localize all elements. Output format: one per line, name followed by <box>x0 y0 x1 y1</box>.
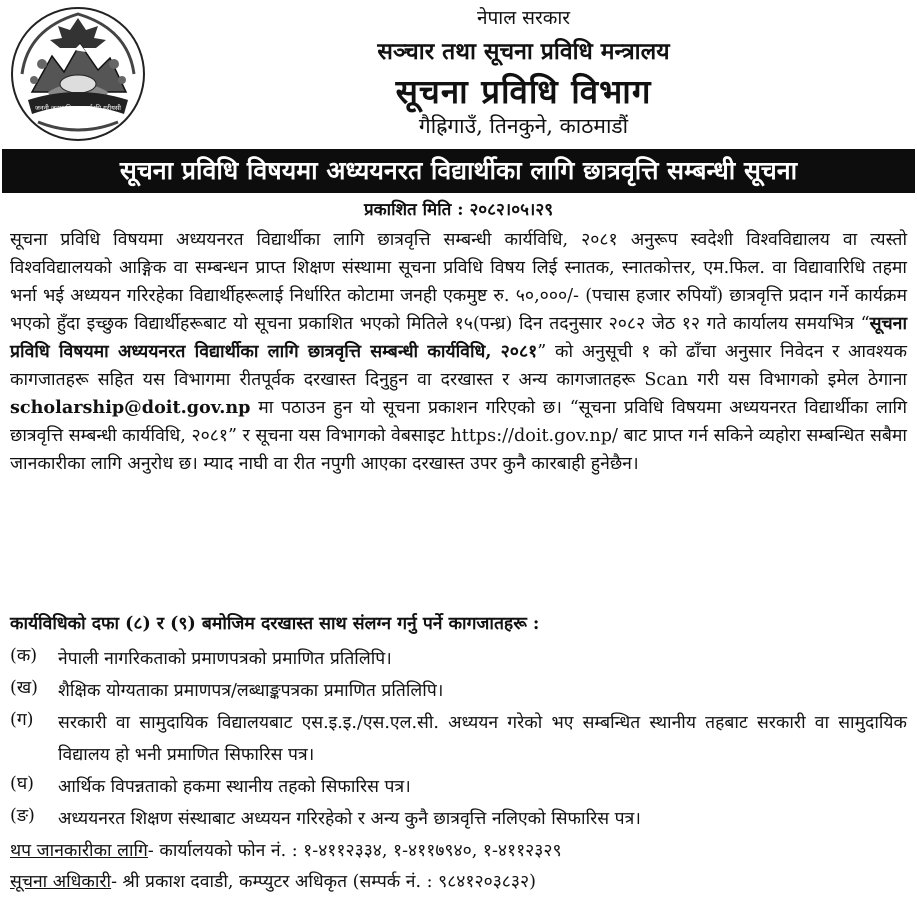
list-item <box>10 803 907 835</box>
department-address: गैह्रिगाउँ, तिनकुने, काठमाडौं <box>418 114 629 138</box>
list-item-text: शैक्षिक योग्यताका प्रमाणपत्र/लब्धाङ्कपत्रका प्रमाणित प्रतिलिपि। <box>58 681 444 701</box>
list-item <box>10 771 907 803</box>
list-item-label: (ख) <box>10 678 38 698</box>
department-name: सूचना प्रविधि विभाग <box>395 72 652 111</box>
body-text-1: सूचना प्रविधि विषयमा अध्ययनरत विद्यार्थीका लागि छात्रवृत्ति सम्बन्धी कार्यविधि, २०८१ अनुरूप स्वदेशी विश्वविद्यालय वा त्यस्तो विश्वविद्यालयको आङ्गिक वा सम्बन्धन प्राप्त शिक्षण संस्थामा सूचना प्रविधि विषय लिई स्नातक, स्नातकोत्तर, एम.फिल. वा विद्यावारिधि तहमा भर्ना भई अध्ययन गरिरहेका विद्यार्थीहरूलाई निर्धारित कोटामा जनही एकमुष्ट रु. ५०,०००/- (पचास हजार रुपियाँ) छात्रवृत्ति प्रदान गर्ने कार्यक्रम भएको हुँदा इच्छुक विद्यार्थीहरूबाट यो सूचना प्रकाशित भएको मितिले १५(पन्ध्र) दिन तदनुसार २०८२ जेठ १२ गते कार्यालय समयभित्र “ <box>10 230 907 334</box>
list-item <box>10 707 907 771</box>
contact-info-text: - कार्यालयको फोन नं. : १-४११२३३४, १-४११७९४०, १-४११२३२९ <box>147 841 562 861</box>
published-date: २०८२।०५।२९ <box>469 200 554 220</box>
emblem-motto: जननी जन्मभूमिश्च स्वर्गादपि गरीयसी <box>35 104 121 112</box>
contact-info-line <box>10 838 907 862</box>
notice-body <box>10 226 907 478</box>
body-text-3: मा पठाउन हुन यो सूचना प्रकाशन गरिएको छ। “सूचना प्रविधि विषयमा अध्ययनरत विद्यार्थीका लागि छात्रवृत्ति सम्बन्धी कार्यविधि, २०८१” र सूचना यस विभागको वेबसाइट https://doit.gov.np/ बाट प्राप्त गर्न सकिने व्यहोरा सम्बन्धित सबैमा जानकारीका लागि अनुरोध छ। म्याद नाघी वा रीत नपुगी आएका दरखास्त उपर कुनै कारबाही हुनेछैन। <box>10 398 907 474</box>
procedure-title: सूचना प्रविधि विषयमा अध्ययनरत विद्यार्थीका लागि छात्रवृत्ति सम्बन्धी कार्यविधि, २०८१ <box>10 313 907 362</box>
officer-label: सूचना अधिकारी <box>10 872 112 892</box>
list-item <box>10 675 907 707</box>
list-item-text: सरकारी वा सामुदायिक विद्यालयबाट एस.इ.इ./एस.एल.सी. अध्ययन गरेको भए सम्बन्धित स्थानीय तहबाट सरकारी वा सामुदायिक विद्यालय हो भनी प्रमाणित सिफारिस पत्र। <box>58 713 907 765</box>
published-label: प्रकाशित मिति : <box>363 200 464 220</box>
email-address[interactable]: scholarship@doit.gov.np <box>10 397 251 418</box>
documents-heading: कार्यविधिको दफा (८) र (९) बमोजिम दरखास्त साथ संलग्न गर्नु पर्ने कागजातहरू : <box>10 614 540 634</box>
contact-info-label: थप जानकारीका लागि <box>10 841 148 861</box>
list-item-label: (ङ) <box>10 806 35 826</box>
ministry-name: सञ्चार तथा सूचना प्रविधि मन्त्रालय <box>377 38 670 65</box>
nepal-emblem-icon <box>8 4 148 144</box>
notice-title: सूचना प्रविधि विषयमा अध्ययनरत विद्यार्थीका लागि छात्रवृत्ति सम्बन्धी सूचना <box>2 149 915 193</box>
body-text-2: ” को अनुसूची १ को ढाँचा अनुसार निवेदन र आवश्यक कागजातहरू सहित यस विभागमा रीतपूर्वक दरखास्त दिनुहुन वा दरखास्त र अन्य कागजातहरू Scan गरी यस विभागको इमेल ठेगाना <box>10 342 907 390</box>
list-item-text: नेपाली नागरिकताको प्रमाणपत्रको प्रमाणित प्रतिलिपि। <box>58 649 392 669</box>
list-item-text: आर्थिक विपन्नताको हकमा स्थानीय तहको सिफारिस पत्र। <box>58 777 411 797</box>
list-item-text: अध्ययनरत शिक्षण संस्थाबाट अध्ययन गरिरहेको र अन्य कुनै छात्रवृत्ति नलिएको सिफारिस पत्र। <box>58 809 641 829</box>
list-item <box>10 643 907 675</box>
officer-text: - श्री प्रकाश दवाडी, कम्प्युटर अधिकृत (सम्पर्क नं. : ९८४१२०३८३२) <box>111 872 536 892</box>
list-item-label: (क) <box>10 646 38 666</box>
government-name: नेपाल सरकार <box>476 7 571 29</box>
list-item-label: (घ) <box>10 774 34 794</box>
published-date-line <box>0 197 917 220</box>
information-officer-line <box>10 869 907 893</box>
list-item-label: (ग) <box>10 710 34 730</box>
